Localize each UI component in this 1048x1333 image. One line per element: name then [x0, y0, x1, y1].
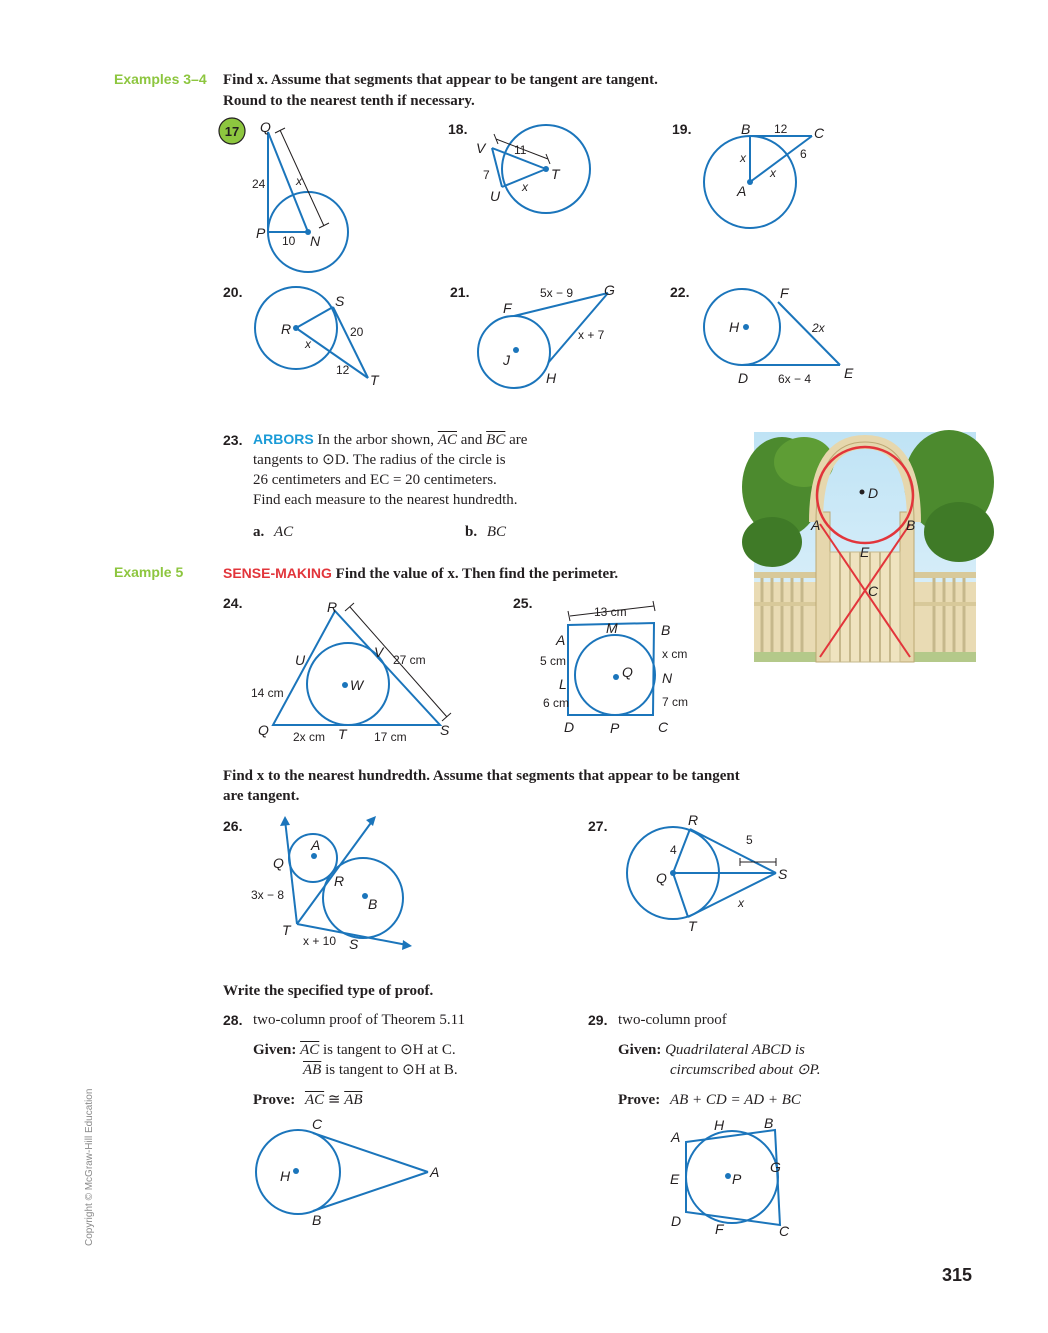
- p29-given: [618, 1040, 805, 1060]
- fig24-length-17: 17 cm: [374, 730, 407, 744]
- problem-25-number: 25.: [513, 595, 533, 611]
- fig19-x-right: x: [770, 166, 776, 180]
- fig18-length-11: 11: [514, 143, 527, 157]
- figure-29: [662, 1112, 812, 1242]
- p29-prove-label: Prove:: [618, 1092, 661, 1108]
- fig27-label-t: T: [688, 918, 697, 934]
- fig18-x: x: [522, 180, 528, 194]
- fig27-x: x: [738, 896, 744, 910]
- fig27-label-q: Q: [656, 870, 667, 886]
- problem-22-number: 22.: [670, 284, 690, 300]
- fig18-length-7: 7: [483, 168, 490, 182]
- p23-line1: In the arbor shown,: [317, 432, 435, 448]
- fig26-label-b: B: [368, 896, 378, 912]
- fig18-label-t: T: [551, 166, 560, 182]
- fig25-label-m: M: [606, 620, 618, 636]
- fig20-label-t: T: [370, 372, 379, 388]
- fig24-label-s: S: [440, 722, 450, 738]
- p28-given-2: [303, 1060, 458, 1080]
- fig25-label-b: B: [661, 622, 671, 638]
- p28-title: two-column proof of Theorem 5.11: [253, 1012, 466, 1028]
- part-a-label: a.: [253, 524, 265, 540]
- p28-prove-seg1: $\overline{AC}$: [304, 1092, 325, 1108]
- fig25-length-7: 7 cm: [662, 695, 689, 709]
- fig21-top-length: 5x − 9: [540, 286, 574, 300]
- p28-prove-rel: ≅: [327, 1092, 341, 1108]
- problem-17-number: 17: [224, 124, 240, 139]
- fig29-label-e: E: [670, 1171, 680, 1187]
- fig18-label-v: V: [476, 140, 486, 156]
- fig24-label-q: Q: [258, 722, 269, 738]
- fig27-label-r: R: [688, 812, 699, 828]
- fig19-length-12: 12: [774, 122, 788, 136]
- fig20-label-r: R: [281, 321, 292, 337]
- p23-part-a: [253, 522, 293, 542]
- fig29-label-c: C: [779, 1223, 790, 1239]
- fig20-x: x: [305, 337, 311, 351]
- fig24-label-u: U: [295, 652, 306, 668]
- copyright-notice: Copyright © McGraw-Hill Education: [84, 1088, 95, 1246]
- fig17-label-p: P: [256, 225, 266, 241]
- fig25-label-d: D: [564, 719, 575, 735]
- fig27-label-s: S: [778, 866, 788, 882]
- fig20-length-20: 20: [350, 325, 364, 339]
- section-2-text: Find the value of x. Then find the perimeter.: [335, 566, 619, 582]
- fig19-length-6: 6: [800, 147, 807, 161]
- p28-prove: [253, 1090, 363, 1110]
- fig29-label-f: F: [715, 1221, 724, 1237]
- fig22-bottom-length: 6x − 4: [778, 372, 812, 386]
- problem-29-number: 29.: [588, 1012, 608, 1028]
- fig26-left-length: 3x − 8: [251, 888, 285, 902]
- p23-line3: 26 centimeters and EC = 20 centimeters.: [253, 472, 497, 488]
- fig26-label-r: R: [334, 873, 345, 889]
- fig27-length-4: 4: [670, 843, 677, 857]
- part-a-text: AC: [274, 524, 294, 540]
- p23-and: and: [460, 432, 483, 448]
- p28-given-label: Given:: [253, 1042, 297, 1058]
- figure-28: [250, 1115, 450, 1230]
- fig28-label-c: C: [312, 1116, 323, 1132]
- problem-20-number: 20.: [223, 284, 243, 300]
- p29-prove: [618, 1090, 801, 1110]
- fig26-label-t: T: [282, 922, 291, 938]
- fig26-bottom-length: x + 10: [303, 934, 337, 948]
- arbor-photo: [754, 432, 976, 662]
- problem-19-number: 19.: [672, 121, 692, 137]
- problem-26-number: 26.: [223, 818, 243, 834]
- fig22-label-h: H: [729, 319, 740, 335]
- page-number: 315: [942, 1265, 973, 1285]
- fig26-label-s: S: [349, 936, 359, 952]
- fig25-label-q: Q: [622, 664, 633, 680]
- fig18-label-u: U: [490, 188, 501, 204]
- fig29-label-p: P: [732, 1171, 742, 1187]
- instruction-line-1: Find x. Assume that segments that appear to be tangent are tangent.: [223, 72, 658, 88]
- p28-prove-seg2: $\overline{AB}$: [344, 1092, 363, 1108]
- fig25-label-n: N: [662, 670, 673, 686]
- segment-bc: $\overline{BC}$: [486, 432, 506, 448]
- p29-given-1: Quadrilateral ABCD is: [665, 1042, 805, 1058]
- fig22-label-e: E: [844, 365, 854, 381]
- fig21-label-g: G: [604, 282, 615, 298]
- fig20-label-s: S: [335, 293, 345, 309]
- problem-23-number: 23.: [223, 432, 243, 448]
- fig17-x: x: [296, 174, 302, 188]
- fig25-length-5: 5 cm: [540, 654, 567, 668]
- p28-given1-rest: is tangent to ⊙H at C.: [323, 1042, 456, 1058]
- fig24-length-27: 27 cm: [393, 653, 426, 667]
- p23-line2: tangents to ⊙D. The radius of the circle is: [253, 452, 506, 468]
- part-b-text: BC: [486, 524, 507, 540]
- p23-part-b: [465, 522, 506, 542]
- fig21-side-length: x + 7: [578, 328, 605, 342]
- fig25-label-a: A: [556, 632, 566, 648]
- p28-given1-seg: $\overline{AC}$: [300, 1042, 320, 1058]
- fig25-length-6: 6 cm: [543, 696, 570, 710]
- fig17-label-n: N: [310, 233, 321, 249]
- fig21-label-f: F: [503, 300, 512, 316]
- fig24-label-r: R: [327, 599, 338, 615]
- instruction-line-2: Round to the nearest tenth if necessary.: [223, 93, 475, 109]
- p28-given2-seg: $\overline{AB}$: [303, 1062, 322, 1078]
- fig29-label-a: A: [671, 1129, 681, 1145]
- fig24-label-t: T: [338, 726, 347, 742]
- part-b-label: b.: [465, 524, 478, 540]
- p23-line4: Find each measure to the nearest hundredth.: [253, 492, 518, 508]
- fig19-label-b: B: [741, 121, 751, 137]
- segment-ac: $\overline{AC}$: [437, 432, 457, 448]
- fig22-label-f: F: [780, 285, 789, 301]
- p28-given: [253, 1040, 456, 1060]
- section-4-title: Write the specified type of proof.: [223, 983, 434, 999]
- fig22-side-length: 2x: [812, 321, 825, 335]
- fig25-length-13: 13 cm: [594, 605, 627, 619]
- fig28-label-b: B: [312, 1212, 322, 1228]
- problem-27-number: 27.: [588, 818, 608, 834]
- figure-27: [620, 810, 800, 935]
- figure-17: [240, 115, 360, 280]
- section-2-instruction: [223, 563, 618, 584]
- arbor-label-b: B: [906, 517, 916, 533]
- problem-28-number: 28.: [223, 1012, 243, 1028]
- figure-24: [245, 595, 460, 750]
- sense-making-keyword: SENSE-MAKING: [223, 565, 332, 581]
- p29-title: two-column proof: [618, 1012, 727, 1028]
- fig29-label-h: H: [714, 1117, 725, 1133]
- example-5-label: Example 5: [114, 564, 184, 580]
- examples-label: Examples 3–4: [114, 71, 207, 87]
- arbor-label-a: A: [811, 517, 821, 533]
- figure-21: [470, 283, 625, 393]
- problem-18-number: 18.: [448, 121, 468, 137]
- fig24-label-w: W: [350, 677, 364, 693]
- fig20-length-12: 12: [336, 363, 350, 377]
- figure-18: [472, 118, 597, 223]
- fig25-label-c: C: [658, 719, 669, 735]
- fig29-label-d: D: [671, 1213, 682, 1229]
- arbor-label-c: C: [868, 583, 879, 599]
- fig25-length-x: x cm: [662, 647, 688, 661]
- figure-25: [538, 595, 698, 745]
- figure-19: [700, 118, 825, 233]
- fig19-label-c: C: [814, 125, 825, 141]
- problem-21-number: 21.: [450, 284, 470, 300]
- fig25-label-p: P: [610, 720, 620, 736]
- fig17-length-24: 24: [252, 177, 266, 191]
- arbor-label-e: E: [860, 544, 870, 560]
- fig17-label-q: Q: [260, 119, 271, 135]
- p29-given-label: Given:: [618, 1042, 662, 1058]
- fig19-label-a: A: [737, 183, 747, 199]
- arbors-keyword: ARBORS: [253, 431, 314, 447]
- fig24-length-2x: 2x cm: [293, 730, 326, 744]
- p28-given2-rest: is tangent to ⊙H at B.: [325, 1062, 458, 1078]
- problem-24-number: 24.: [223, 595, 243, 611]
- fig29-label-b: B: [764, 1115, 774, 1131]
- section-3-line-1: Find x to the nearest hundredth. Assume that segments that appear to be tangent: [223, 768, 740, 784]
- fig21-label-j: J: [503, 352, 510, 368]
- figure-26: [245, 812, 415, 957]
- fig28-label-h: H: [280, 1168, 291, 1184]
- fig29-label-g: G: [770, 1159, 781, 1175]
- fig25-label-l: L: [559, 676, 567, 692]
- fig26-label-q: Q: [273, 855, 284, 871]
- p29-prove-text: AB + CD = AD + BC: [669, 1092, 801, 1108]
- p23-are: are: [509, 432, 528, 448]
- fig24-length-14: 14 cm: [251, 686, 284, 700]
- p29-given-2: circumscribed about ⊙P.: [670, 1062, 821, 1078]
- arbor-label-d: D: [868, 485, 879, 501]
- figure-20: [245, 282, 385, 392]
- fig19-x-left: x: [740, 151, 746, 165]
- fig28-label-a: A: [430, 1164, 440, 1180]
- fig27-length-5: 5: [746, 833, 753, 847]
- section-3-line-2: are tangent.: [223, 788, 300, 804]
- fig26-label-a: A: [311, 837, 321, 853]
- figure-22: [700, 282, 860, 392]
- problem-23-text: [253, 429, 743, 510]
- fig21-label-h: H: [546, 370, 557, 386]
- fig17-length-10: 10: [282, 234, 296, 248]
- fig22-label-d: D: [738, 370, 749, 386]
- p28-prove-label: Prove:: [253, 1092, 296, 1108]
- fig24-label-v: V: [374, 644, 384, 660]
